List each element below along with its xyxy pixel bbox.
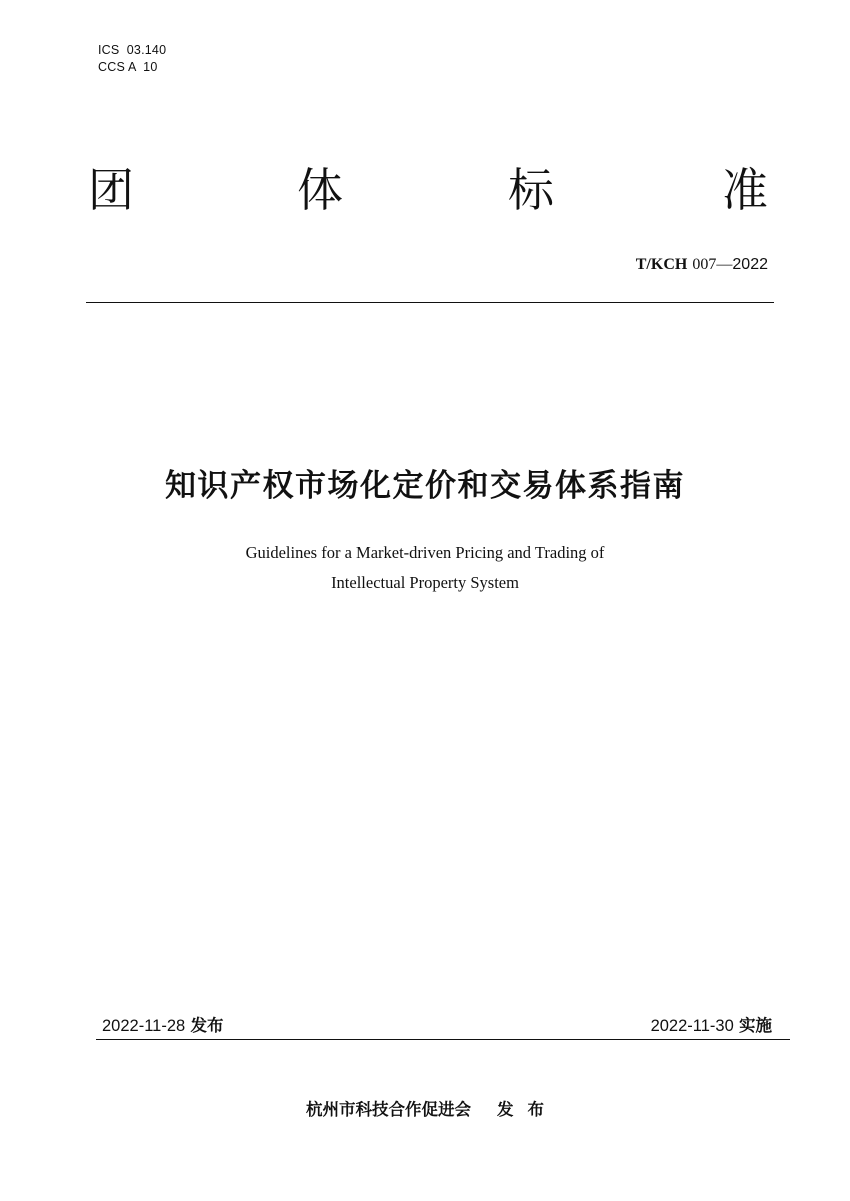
- standard-code-separator: —: [716, 256, 733, 273]
- standard-code-year: 2022: [732, 256, 768, 273]
- implement-label: 实施: [739, 1016, 772, 1035]
- standard-type-char-3: 标: [508, 163, 554, 217]
- classification-block: [98, 42, 166, 76]
- standard-code-number: 007: [692, 256, 717, 273]
- standard-type-char-2: 体: [297, 163, 343, 217]
- standard-type-heading: [86, 160, 776, 224]
- document-title-en: [0, 538, 850, 598]
- publish-label: 发布: [190, 1016, 224, 1035]
- issue-action-char-2: 布: [527, 1100, 544, 1119]
- standard-type-char-1: 团: [88, 163, 134, 217]
- issuer-name: 杭州市科技合作促进会: [306, 1100, 471, 1119]
- document-title-en-line-1: Guidelines for a Market-driven Pricing and Trading of: [245, 543, 605, 562]
- standard-type-char-4: 准: [722, 163, 768, 217]
- implement-date-block: [651, 1015, 772, 1037]
- standard-code-prefix: T/KCH: [635, 256, 688, 273]
- standard-code: [636, 253, 768, 276]
- issue-action-char-1: 发: [497, 1100, 514, 1119]
- publish-date-block: [102, 1015, 223, 1037]
- publish-date: 2022-11-28: [102, 1017, 186, 1035]
- ics-code: ICS 03.140: [98, 43, 167, 57]
- footer-divider: [96, 1039, 790, 1040]
- ccs-code: CCS A 10: [98, 60, 158, 74]
- document-title-zh: 知识产权市场化定价和交易体系指南: [165, 468, 685, 504]
- implement-date: 2022-11-30: [650, 1017, 734, 1035]
- issuer-line: [0, 1098, 850, 1122]
- document-title-en-line-2: Intellectual Property System: [331, 573, 519, 592]
- header-divider: [86, 302, 774, 303]
